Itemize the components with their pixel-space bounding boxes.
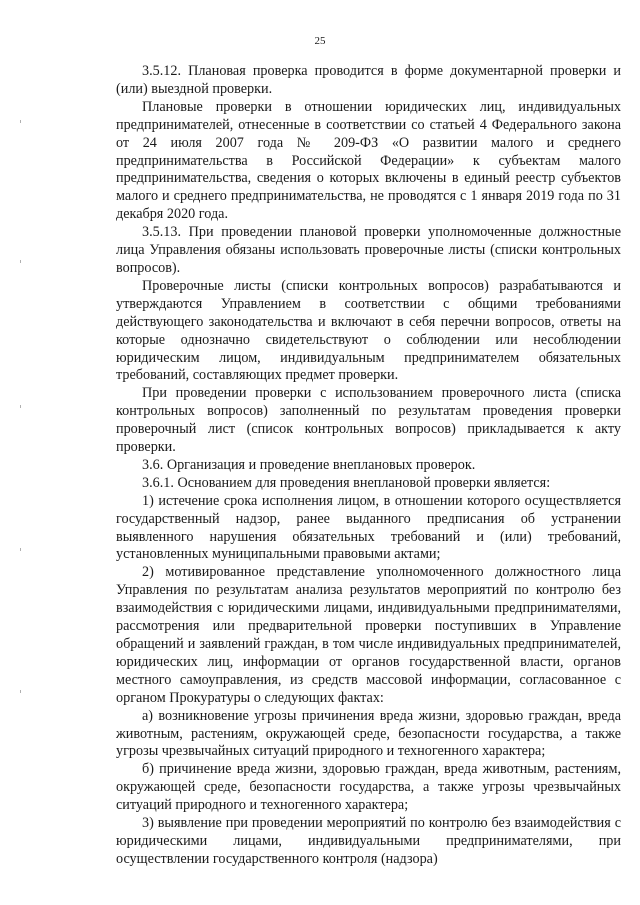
list-item-2: 2) мотивированное представление уполномоченного должностного лица Управления по результатам анализа результатов мероприятий по контролю без взаимодействия с юридическими лицами, индивидуальными предпринимателями, рассмотрения или предварительной проверки поступивших в Управление обращений и заявлений граждан, в том числе индивидуальных предпринимателей, юридических лиц, информации от органов государственной власти, органов местного самоуправления, из средств массовой информации, согласованное с органом Прокуратуры о следующих фактах:	[116, 564, 621, 706]
scan-margin-mark	[20, 690, 21, 693]
paragraph-3-6-1: 3.6.1. Основанием для проведения внеплановой проверки является:	[142, 474, 551, 491]
paragraph-3-5-12: 3.5.12. Плановая проверка проводится в форме документарной проверки и (или) выездной проверки.	[116, 63, 621, 97]
scan-margin-mark	[20, 120, 21, 123]
paragraph-checklists-development: Проверочные листы (списки контрольных вопросов) разрабатываются и утверждаются Управлением в соответствии с общими требованиями действующего законодательства и включают в себя перечни вопросов, ответы на которые однозначно свидетельствуют о соблюдении или несоблюдении юридическим лицом, индивидуальным предпринимателем обязательных требований, составляющих предмет проверки.	[116, 277, 621, 384]
scan-margin-mark	[20, 405, 21, 408]
paragraph-3-6-heading: 3.6. Организация и проведение внеплановых проверок.	[142, 456, 476, 473]
list-item-b: б) причинение вреда жизни, здоровью граждан, вреда животным, растениям, окружающей среде, безопасности государства, а также угрозы чрезвычайных ситуаций природного и техногенного характера;	[116, 761, 621, 814]
page-number: 25	[314, 35, 326, 47]
paragraph-3-5-13: 3.5.13. При проведении плановой проверки уполномоченные должностные лица Управления обязаны использовать проверочные листы (списки контрольных вопросов).	[116, 224, 621, 276]
scan-margin-mark	[20, 548, 21, 551]
paragraph-checklist-attachment: При проведении проверки с использованием проверочного листа (списка контрольных вопросов) заполненный по результатам проведения проверки проверочный лист (список контрольных вопросов) прикладывается к акту проверки.	[116, 385, 621, 456]
list-item-3: 3) выявление при проведении мероприятий по контролю без взаимодействия с юридическими лицами, индивидуальными предпринимателями, при осуществлении государственного контроля (надзора)	[116, 815, 621, 867]
paragraph-planned-inspections-exemption: Плановые проверки в отношении юридических лиц, индивидуальных предпринимателей, отнесенные в соответствии со статьей 4 Федерального закона от 24 июля 2007 года № 209-ФЗ «О развитии малого и среднего предпринимательства в Российской Федерации» к субъектам малого предпринимательства, сведения о которых включены в единый реестр субъектов малого и среднего предпринимательства, не проводятся с 1 января 2019 года по 31 декабря 2020 года.	[116, 98, 621, 223]
scan-margin-mark	[20, 260, 21, 263]
document-body	[116, 63, 621, 869]
list-item-1: 1) истечение срока исполнения лицом, в отношении которого осуществляется государственный надзор, ранее выданного предписания об устранении выявленного нарушения обязательных требований и (или) требований, установленных муниципальными правовыми актами;	[116, 492, 621, 563]
list-item-a: а) возникновение угрозы причинения вреда жизни, здоровью граждан, вреда животным, растениям, окружающей среде, безопасности государства, а также угрозы чрезвычайных ситуаций природного и техногенного характера;	[116, 707, 621, 760]
